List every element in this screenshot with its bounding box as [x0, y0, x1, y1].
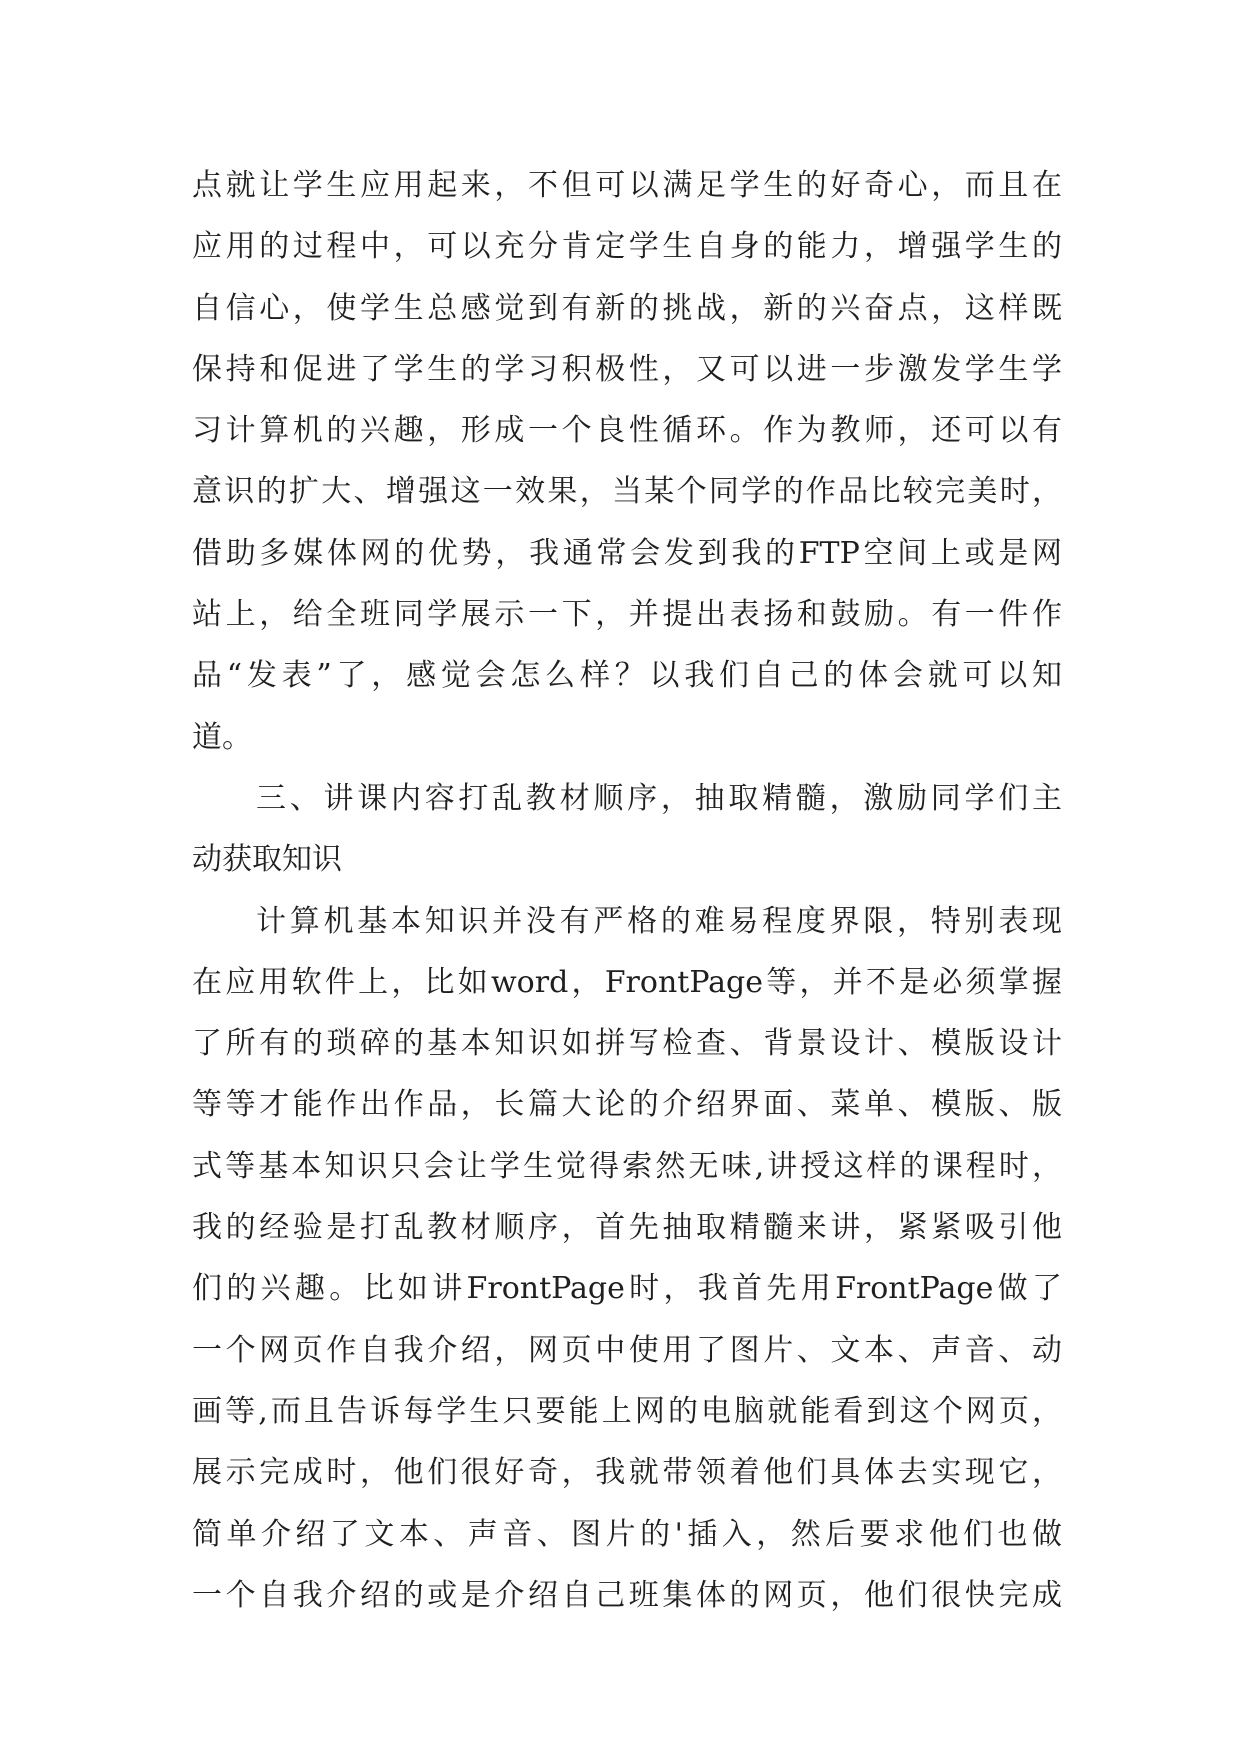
- text-line: 计算机基本知识并没有严格的难易程度界限，特别表现: [256, 903, 1062, 939]
- text-line: 式等基本知识只会让学生觉得索然无味,讲授这样的课程时，: [192, 1148, 1062, 1184]
- text-line: 简单介绍了文本、声音、图片的'插入，然后要求他们也做: [192, 1516, 1062, 1552]
- document-body: [192, 155, 1062, 1626]
- text-line: 一个自我介绍的或是介绍自己班集体的网页，他们很快完成: [192, 1577, 1062, 1613]
- text-line: 在应用软件上，比如word，FrontPage等，并不是必须掌握: [192, 964, 1062, 1000]
- section-heading-line: 三、讲课内容打乱教材顺序，抽取精髓，激励同学们主: [256, 780, 1062, 816]
- text-line: 们的兴趣。比如讲FrontPage时，我首先用FrontPage做了: [192, 1271, 1062, 1307]
- text-line: 自信心，使学生总感觉到有新的挑战，新的兴奋点，这样既: [192, 290, 1062, 326]
- section-heading-line: 动获取知识: [192, 842, 342, 878]
- text-line: 道。: [192, 719, 252, 755]
- text-line: 应用的过程中，可以充分肯定学生自身的能力，增强学生的: [192, 229, 1062, 265]
- text-line: 意识的扩大、增强这一效果，当某个同学的作品比较完美时，: [192, 474, 1062, 510]
- text-line: 了所有的琐碎的基本知识如拼写检查、背景设计、模版设计: [192, 1026, 1062, 1062]
- text-line: 借助多媒体网的优势，我通常会发到我的FTP空间上或是网: [192, 535, 1062, 571]
- text-line: 一个网页作自我介绍，网页中使用了图片、文本、声音、动: [192, 1332, 1062, 1368]
- text-line: 站上，给全班同学展示一下，并提出表扬和鼓励。有一件作: [192, 597, 1062, 633]
- text-line: 展示完成时，他们很好奇，我就带领着他们具体去实现它，: [192, 1455, 1062, 1491]
- text-line: 我的经验是打乱教材顺序，首先抽取精髓来讲，紧紧吸引他: [192, 1210, 1062, 1246]
- text-line: 品“发表”了，感觉会怎么样？以我们自己的体会就可以知: [192, 658, 1062, 694]
- text-line: 保持和促进了学生的学习积极性，又可以进一步激发学生学: [192, 351, 1062, 387]
- text-line: 习计算机的兴趣，形成一个良性循环。作为教师，还可以有: [192, 413, 1062, 449]
- text-line: 画等,而且告诉每学生只要能上网的电脑就能看到这个网页，: [192, 1393, 1062, 1429]
- text-line: 点就让学生应用起来，不但可以满足学生的好奇心，而且在: [192, 168, 1062, 203]
- text-line: 等等才能作出作品，长篇大论的介绍界面、菜单、模版、版: [192, 1087, 1062, 1123]
